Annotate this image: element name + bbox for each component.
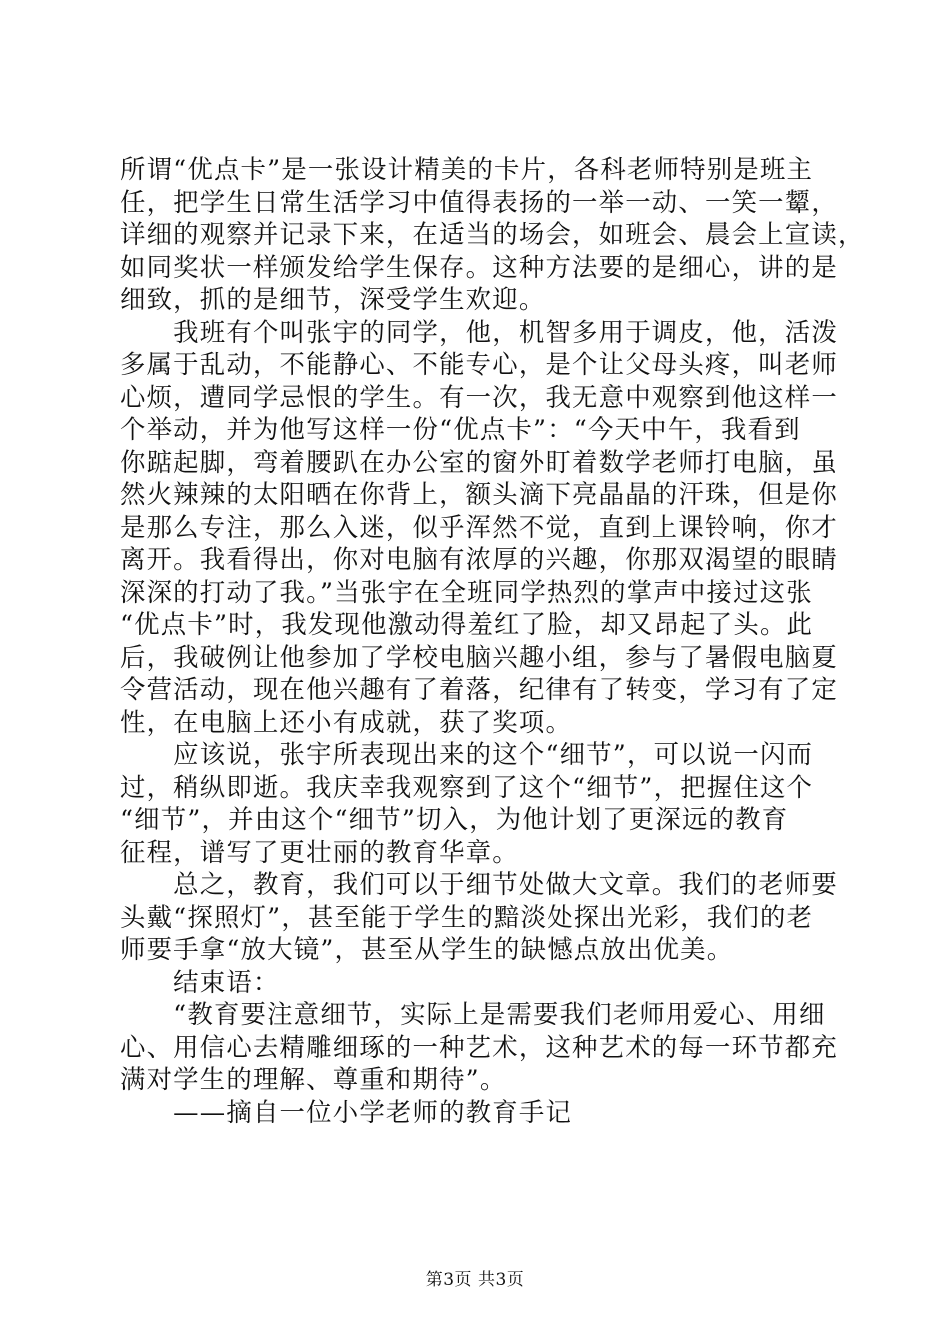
text-line: 深深的打动了我。”当张宇在全班同学热烈的掌声中接过这张 [120, 576, 813, 607]
text-line: 师要手拿“放大镜”，甚至从学生的缺憾点放出优美。 [120, 934, 734, 964]
text-line: 你踮起脚，弯着腰趴在办公室的窗外盯着数学老师打电脑，虽 [120, 446, 838, 477]
text-line: 多属于乱动，不能静心、不能专心，是个让父母头疼，叫老师 [120, 349, 838, 379]
text-line: 结束语： [120, 966, 280, 997]
text-line: 应该说，张宇所表现出来的这个“细节”，可以说一闪而 [120, 739, 814, 769]
text-line: 个举动，并为他写这样一份“优点卡”：“今天中午，我看到 [120, 414, 801, 444]
text-line: 心、用信心去精雕细琢的一种艺术，这种艺术的每一环节都充 [120, 1031, 838, 1062]
text-line: 满对学生的理解、尊重和期待”。 [120, 1064, 507, 1094]
text-line: 征程，谱写了更壮丽的教育华章。 [120, 836, 519, 867]
text-line: 我班有个叫张宇的同学，他，机智多用于调皮，他，活泼 [120, 316, 838, 347]
text-line: 所谓“优点卡”是一张设计精美的卡片，各科老师特别是班主 [120, 154, 814, 184]
text-line: 总之，教育，我们可以于细节处做大文章。我们的老师要 [120, 869, 838, 899]
page-number-footer: 第3页 共3页 [425, 1270, 525, 1290]
text-line: “细节”，并由这个“细节”切入，为他计划了更深远的教育 [120, 804, 789, 834]
document-body [120, 153, 865, 1128]
text-line: “教育要注意细节，实际上是需要我们老师用爱心、用细 [120, 999, 826, 1029]
text-line: 如同奖状一样颁发给学生保存。这种方法要的是细心，讲的是 [120, 251, 838, 282]
text-line: 细致，抓的是细节，深受学生欢迎。 [120, 284, 546, 314]
text-line: 然火辣辣的太阳晒在你背上，额头滴下亮晶晶的汗珠，但是你 [120, 479, 838, 509]
text-line: “优点卡”时，我发现他激动得羞红了脸，却又昂起了头。此 [120, 609, 814, 639]
text-line: 性，在电脑上还小有成就，获了奖项。 [120, 706, 573, 737]
text-line: 任，把学生日常生活学习中值得表扬的一举一动、一笑一颦， [120, 186, 838, 217]
text-line: 头戴“探照灯”，甚至能于学生的黯淡处探出光彩，我们的老 [120, 901, 814, 932]
text-line: 后，我破例让他参加了学校电脑兴趣小组，参与了暑假电脑夏 [120, 641, 838, 672]
text-line: 令营活动，现在他兴趣有了着落，纪律有了转变，学习有了定 [120, 674, 838, 704]
text-line: 过，稍纵即逝。我庆幸我观察到了这个“细节”，把握住这个 [120, 771, 814, 802]
text-line: 是那么专注，那么入迷，似乎浑然不觉，直到上课铃响，你才 [120, 511, 838, 542]
text-line: 离开。我看得出，你对电脑有浓厚的兴趣，你那双渴望的眼睛 [120, 544, 838, 574]
text-line: 详细的观察并记录下来，在适当的场会，如班会、晨会上宣读， [120, 219, 865, 249]
text-line: ——摘自一位小学老师的教育手记 [120, 1096, 573, 1127]
text-line: 心烦，遭同学忌恨的学生。有一次，我无意中观察到他这样一 [120, 381, 838, 412]
